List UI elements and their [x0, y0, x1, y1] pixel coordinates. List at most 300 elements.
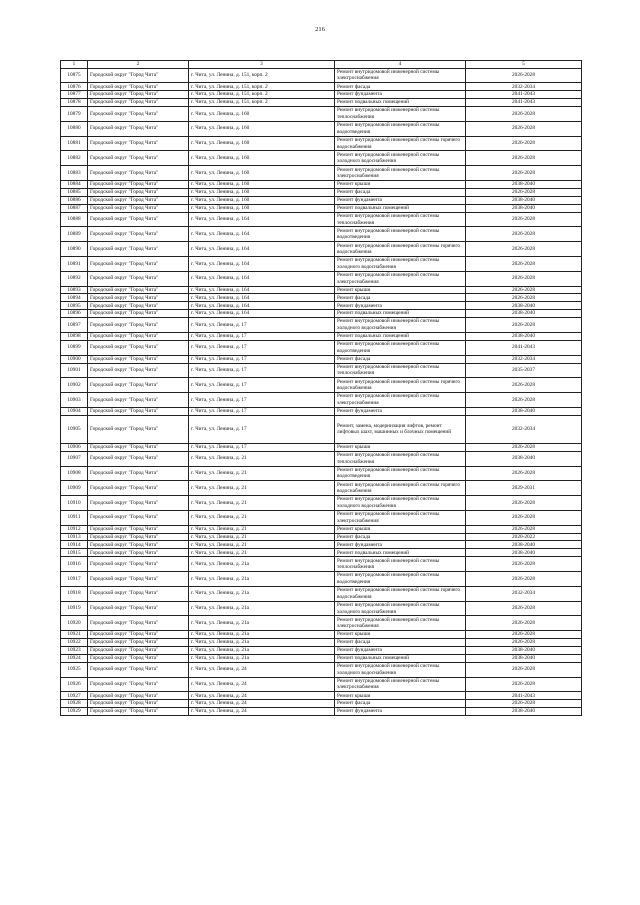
- work-type-cell: Ремонт внутридомовой инженерной системы теплоснабжения: [335, 451, 466, 466]
- period-cell: 2041-2043: [466, 91, 582, 99]
- municipality-cell: Городской округ "Город Чита": [88, 393, 189, 408]
- period-cell: 2032-2034: [466, 83, 582, 91]
- row-number-cell: 10902: [61, 378, 88, 393]
- table-row: [61, 107, 582, 122]
- period-cell: 2026-2028: [466, 227, 582, 242]
- table-row: [61, 393, 582, 408]
- municipality-cell: Городской округ "Город Чита": [88, 481, 189, 496]
- work-type-cell: Ремонт подвальных помещений: [335, 99, 466, 107]
- address-cell: г. Чита, ул. Ленина, д. 21: [189, 451, 335, 466]
- row-number-cell: 10917: [61, 572, 88, 587]
- municipality-cell: Городской округ "Город Чита": [88, 318, 189, 333]
- work-type-cell: Ремонт фасада: [335, 83, 466, 91]
- work-type-cell: Ремонт крыши: [335, 286, 466, 294]
- column-header: 5: [466, 61, 582, 69]
- address-cell: г. Чита, ул. Ленина, д. 21а: [189, 557, 335, 572]
- row-number-cell: 10900: [61, 355, 88, 363]
- municipality-cell: Городской округ "Город Чита": [88, 294, 189, 302]
- work-type-cell: Ремонт внутридомовой инженерной системы электроснабжения: [335, 510, 466, 525]
- period-cell: 2038-2040: [466, 451, 582, 466]
- municipality-cell: Городской округ "Город Чита": [88, 496, 189, 511]
- row-number-cell: 10888: [61, 212, 88, 227]
- work-type-cell: Ремонт внутридомовой инженерной системы водоотведения: [335, 466, 466, 481]
- table-row: [61, 257, 582, 272]
- work-type-cell: Ремонт фундамента: [335, 541, 466, 549]
- row-number-cell: 10922: [61, 639, 88, 647]
- municipality-cell: Городской округ "Город Чита": [88, 302, 189, 310]
- municipality-cell: Городской округ "Город Чита": [88, 271, 189, 286]
- period-cell: 2041-2043: [466, 340, 582, 355]
- row-number-cell: 10916: [61, 557, 88, 572]
- period-cell: 2038-2040: [466, 196, 582, 204]
- municipality-cell: Городской округ "Город Чита": [88, 91, 189, 99]
- address-cell: г. Чита, ул. Ленина, д. 21а: [189, 639, 335, 647]
- table-row: [61, 340, 582, 355]
- row-number-cell: 10875: [61, 68, 88, 83]
- table-row: [61, 415, 582, 443]
- row-number-cell: 10881: [61, 136, 88, 151]
- municipality-cell: Городской округ "Город Чита": [88, 355, 189, 363]
- municipality-cell: Городской округ "Город Чита": [88, 204, 189, 212]
- period-cell: 2026-2028: [466, 107, 582, 122]
- table-row: [61, 363, 582, 378]
- row-number-cell: 10903: [61, 393, 88, 408]
- period-cell: 2038-2040: [466, 181, 582, 189]
- address-cell: г. Чита, ул. Ленина, д. 24: [189, 662, 335, 677]
- period-cell: 2020-2022: [466, 533, 582, 541]
- municipality-cell: Городской округ "Город Чита": [88, 121, 189, 136]
- work-type-cell: Ремонт внутридомовой инженерной системы теплоснабжения: [335, 557, 466, 572]
- work-type-cell: Ремонт фасада: [335, 355, 466, 363]
- municipality-cell: Городской округ "Город Чита": [88, 332, 189, 340]
- work-type-cell: Ремонт подвальных помещений: [335, 332, 466, 340]
- address-cell: г. Чита, ул. Ленина, д. 21: [189, 481, 335, 496]
- municipality-cell: Городской округ "Город Чита": [88, 415, 189, 443]
- municipality-cell: Городской округ "Город Чита": [88, 227, 189, 242]
- period-cell: 2026-2028: [466, 286, 582, 294]
- address-cell: г. Чита, ул. Ленина, д. 17: [189, 318, 335, 333]
- row-number-cell: 10929: [61, 708, 88, 716]
- table-row: [61, 99, 582, 107]
- period-cell: 2038-2040: [466, 204, 582, 212]
- period-cell: 2026-2028: [466, 378, 582, 393]
- period-cell: 2032-2034: [466, 355, 582, 363]
- period-cell: 2035-2037: [466, 363, 582, 378]
- municipality-cell: Городской округ "Город Чита": [88, 616, 189, 631]
- table-row: [61, 601, 582, 616]
- address-cell: г. Чита, ул. Ленина, д. 21а: [189, 631, 335, 639]
- address-cell: г. Чита, ул. Ленина, д. 17: [189, 378, 335, 393]
- row-number-cell: 10896: [61, 310, 88, 318]
- work-type-cell: Ремонт фундамента: [335, 407, 466, 415]
- work-type-cell: Ремонт фундамента: [335, 302, 466, 310]
- address-cell: г. Чита, ул. Ленина, д. 160: [189, 196, 335, 204]
- period-cell: 2026-2028: [466, 151, 582, 166]
- row-number-cell: 10895: [61, 302, 88, 310]
- municipality-cell: Городской округ "Город Чита": [88, 525, 189, 533]
- period-cell: 2026-2028: [466, 212, 582, 227]
- work-type-cell: Ремонт фасада: [335, 188, 466, 196]
- row-number-cell: 10891: [61, 257, 88, 272]
- municipality-cell: Городской округ "Город Чита": [88, 68, 189, 83]
- row-number-cell: 10898: [61, 332, 88, 340]
- address-cell: г. Чита, ул. Ленина, д. 21а: [189, 616, 335, 631]
- row-number-cell: 10878: [61, 99, 88, 107]
- period-cell: 2026-2028: [466, 700, 582, 708]
- row-number-cell: 10925: [61, 662, 88, 677]
- table-row: [61, 549, 582, 557]
- table-row: [61, 212, 582, 227]
- work-type-cell: Ремонт фундамента: [335, 196, 466, 204]
- address-cell: г. Чита, ул. Ленина, д. 164: [189, 212, 335, 227]
- period-cell: 2026-2028: [466, 496, 582, 511]
- row-number-cell: 10913: [61, 533, 88, 541]
- period-cell: 2038-2040: [466, 310, 582, 318]
- table-row: [61, 407, 582, 415]
- address-cell: г. Чита, ул. Ленина, д. 164: [189, 310, 335, 318]
- municipality-cell: Городской округ "Город Чита": [88, 443, 189, 451]
- address-cell: г. Чита, ул. Ленина, д. 164: [189, 271, 335, 286]
- capital-repair-table: [60, 60, 582, 716]
- table-row: [61, 302, 582, 310]
- work-type-cell: Ремонт внутридомовой инженерной системы теплоснабжения: [335, 363, 466, 378]
- period-cell: 2026-2028: [466, 68, 582, 83]
- period-cell: 2026-2028: [466, 271, 582, 286]
- table-row: [61, 510, 582, 525]
- address-cell: г. Чита, ул. Ленина, д. 21а: [189, 654, 335, 662]
- address-cell: г. Чита, ул. Ленина, д. 160: [189, 181, 335, 189]
- municipality-cell: Городской округ "Город Чита": [88, 257, 189, 272]
- address-cell: г. Чита, ул. Ленина, д. 21: [189, 510, 335, 525]
- period-cell: 2026-2028: [466, 631, 582, 639]
- municipality-cell: Городской округ "Город Чита": [88, 363, 189, 378]
- period-cell: 2026-2028: [466, 166, 582, 181]
- table-row: [61, 525, 582, 533]
- table-header-row: [61, 61, 582, 69]
- municipality-cell: Городской округ "Город Чита": [88, 136, 189, 151]
- address-cell: г. Чита, ул. Ленина, д. 17: [189, 355, 335, 363]
- address-cell: г. Чита, ул. Ленина, д. 164: [189, 294, 335, 302]
- address-cell: г. Чита, ул. Ленина, д. 151, корп. 2: [189, 83, 335, 91]
- address-cell: г. Чита, ул. Ленина, д. 21: [189, 496, 335, 511]
- address-cell: г. Чита, ул. Ленина, д. 17: [189, 340, 335, 355]
- address-cell: г. Чита, ул. Ленина, д. 17: [189, 332, 335, 340]
- municipality-cell: Городской округ "Город Чита": [88, 83, 189, 91]
- work-type-cell: Ремонт внутридомовой инженерной системы электроснабжения: [335, 166, 466, 181]
- period-cell: 2026-2028: [466, 443, 582, 451]
- table-row: [61, 639, 582, 647]
- work-type-cell: Ремонт подвальных помещений: [335, 204, 466, 212]
- row-number-cell: 10912: [61, 525, 88, 533]
- period-cell: 2026-2028: [466, 525, 582, 533]
- period-cell: 2038-2040: [466, 708, 582, 716]
- column-header: 4: [335, 61, 466, 69]
- work-type-cell: Ремонт внутридомовой инженерной системы горячего водоснабжения: [335, 242, 466, 257]
- municipality-cell: Городской округ "Город Чита": [88, 662, 189, 677]
- period-cell: 2041-2043: [466, 692, 582, 700]
- work-type-cell: Ремонт внутридомовой инженерной системы горячего водоснабжения: [335, 481, 466, 496]
- period-cell: 2038-2040: [466, 407, 582, 415]
- period-cell: 2026-2028: [466, 121, 582, 136]
- address-cell: г. Чита, ул. Ленина, д. 164: [189, 242, 335, 257]
- work-type-cell: Ремонт фасада: [335, 639, 466, 647]
- period-cell: 2038-2040: [466, 654, 582, 662]
- work-type-cell: Ремонт, замена, модернизация лифтов, ремонт лифтовых шахт, машинных и блочных помещений: [335, 415, 466, 443]
- address-cell: г. Чита, ул. Ленина, д. 151, корп. 2: [189, 68, 335, 83]
- page-number: 216: [315, 26, 325, 33]
- work-type-cell: Ремонт внутридомовой инженерной системы теплоснабжения: [335, 212, 466, 227]
- address-cell: г. Чита, ул. Ленина, д. 160: [189, 107, 335, 122]
- work-type-cell: Ремонт крыши: [335, 631, 466, 639]
- table-row: [61, 227, 582, 242]
- municipality-cell: Городской округ "Город Чита": [88, 631, 189, 639]
- period-cell: 2038-2040: [466, 302, 582, 310]
- row-number-cell: 10887: [61, 204, 88, 212]
- row-number-cell: 10876: [61, 83, 88, 91]
- row-number-cell: 10879: [61, 107, 88, 122]
- work-type-cell: Ремонт внутридомовой инженерной системы горячего водоснабжения: [335, 378, 466, 393]
- table-row: [61, 196, 582, 204]
- address-cell: г. Чита, ул. Ленина, д. 24: [189, 708, 335, 716]
- period-cell: 2026-2028: [466, 188, 582, 196]
- work-type-cell: Ремонт фасада: [335, 700, 466, 708]
- address-cell: г. Чита, ул. Ленина, д. 21: [189, 541, 335, 549]
- period-cell: 2026-2028: [466, 601, 582, 616]
- row-number-cell: 10906: [61, 443, 88, 451]
- row-number-cell: 10907: [61, 451, 88, 466]
- column-header: 1: [61, 61, 88, 69]
- period-cell: 2032-2034: [466, 586, 582, 601]
- table-row: [61, 692, 582, 700]
- address-cell: г. Чита, ул. Ленина, д. 21: [189, 466, 335, 481]
- table-row: [61, 557, 582, 572]
- municipality-cell: Городской округ "Город Чита": [88, 107, 189, 122]
- municipality-cell: Городской округ "Город Чита": [88, 700, 189, 708]
- table-row: [61, 294, 582, 302]
- table-row: [61, 136, 582, 151]
- address-cell: г. Чита, ул. Ленина, д. 151, корп. 2: [189, 99, 335, 107]
- period-cell: 2026-2028: [466, 318, 582, 333]
- row-number-cell: 10894: [61, 294, 88, 302]
- address-cell: г. Чита, ул. Ленина, д. 164: [189, 286, 335, 294]
- municipality-cell: Городской округ "Город Чита": [88, 572, 189, 587]
- row-number-cell: 10889: [61, 227, 88, 242]
- period-cell: 2026-2028: [466, 136, 582, 151]
- period-cell: 2026-2028: [466, 257, 582, 272]
- municipality-cell: Городской округ "Город Чита": [88, 181, 189, 189]
- address-cell: г. Чита, ул. Ленина, д. 21: [189, 533, 335, 541]
- column-header: 2: [88, 61, 189, 69]
- work-type-cell: Ремонт подвальных помещений: [335, 549, 466, 557]
- address-cell: г. Чита, ул. Ленина, д. 164: [189, 257, 335, 272]
- municipality-cell: Городской округ "Город Чита": [88, 196, 189, 204]
- municipality-cell: Городской округ "Город Чита": [88, 541, 189, 549]
- period-cell: 2026-2028: [466, 466, 582, 481]
- table-row: [61, 496, 582, 511]
- row-number-cell: 10910: [61, 496, 88, 511]
- row-number-cell: 10927: [61, 692, 88, 700]
- work-type-cell: Ремонт внутридомовой инженерной системы водоотведения: [335, 227, 466, 242]
- municipality-cell: Городской округ "Город Чита": [88, 586, 189, 601]
- row-number-cell: 10893: [61, 286, 88, 294]
- work-type-cell: Ремонт внутридомовой инженерной системы горячего водоснабжения: [335, 136, 466, 151]
- period-cell: 2026-2028: [466, 639, 582, 647]
- table-row: [61, 286, 582, 294]
- work-type-cell: Ремонт крыши: [335, 692, 466, 700]
- work-type-cell: Ремонт внутридомовой инженерной системы электроснабжения: [335, 68, 466, 83]
- work-type-cell: Ремонт внутридомовой инженерной системы водоотведения: [335, 121, 466, 136]
- municipality-cell: Городской округ "Город Чита": [88, 647, 189, 655]
- address-cell: г. Чита, ул. Ленина, д. 17: [189, 407, 335, 415]
- work-type-cell: Ремонт внутридомовой инженерной системы электроснабжения: [335, 616, 466, 631]
- table-row: [61, 188, 582, 196]
- row-number-cell: 10914: [61, 541, 88, 549]
- address-cell: г. Чита, ул. Ленина, д. 21а: [189, 586, 335, 601]
- municipality-cell: Городской округ "Город Чита": [88, 378, 189, 393]
- table-row: [61, 700, 582, 708]
- table-row: [61, 83, 582, 91]
- work-type-cell: Ремонт внутридомовой инженерной системы горячего водоснабжения: [335, 586, 466, 601]
- period-cell: 2038-2040: [466, 332, 582, 340]
- address-cell: г. Чита, ул. Ленина, д. 24: [189, 692, 335, 700]
- municipality-cell: Городской округ "Город Чита": [88, 340, 189, 355]
- address-cell: г. Чита, ул. Ленина, д. 17: [189, 415, 335, 443]
- work-type-cell: Ремонт крыши: [335, 181, 466, 189]
- row-number-cell: 10919: [61, 601, 88, 616]
- work-type-cell: Ремонт внутридомовой инженерной системы водоотведения: [335, 572, 466, 587]
- work-type-cell: Ремонт подвальных помещений: [335, 654, 466, 662]
- address-cell: г. Чита, ул. Ленина, д. 24: [189, 677, 335, 692]
- row-number-cell: 10908: [61, 466, 88, 481]
- table-row: [61, 318, 582, 333]
- table-row: [61, 378, 582, 393]
- address-cell: г. Чита, ул. Ленина, д. 21а: [189, 601, 335, 616]
- work-type-cell: Ремонт внутридомовой инженерной системы холодного водоснабжения: [335, 318, 466, 333]
- period-cell: 2026-2028: [466, 616, 582, 631]
- table-row: [61, 443, 582, 451]
- table-row: [61, 355, 582, 363]
- table-row: [61, 310, 582, 318]
- row-number-cell: 10905: [61, 415, 88, 443]
- address-cell: г. Чита, ул. Ленина, д. 21а: [189, 647, 335, 655]
- period-cell: 2026-2028: [466, 242, 582, 257]
- address-cell: г. Чита, ул. Ленина, д. 24: [189, 700, 335, 708]
- work-type-cell: Ремонт подвальных помещений: [335, 310, 466, 318]
- address-cell: г. Чита, ул. Ленина, д. 21: [189, 525, 335, 533]
- municipality-cell: Городской округ "Город Чита": [88, 286, 189, 294]
- work-type-cell: Ремонт внутридомовой инженерной системы холодного водоснабжения: [335, 662, 466, 677]
- address-cell: г. Чита, ул. Ленина, д. 151, корп. 2: [189, 91, 335, 99]
- work-type-cell: Ремонт фасада: [335, 294, 466, 302]
- table-row: [61, 451, 582, 466]
- table-row: [61, 151, 582, 166]
- row-number-cell: 10897: [61, 318, 88, 333]
- row-number-cell: 10877: [61, 91, 88, 99]
- work-type-cell: Ремонт крыши: [335, 443, 466, 451]
- table-row: [61, 586, 582, 601]
- period-cell: 2041-2043: [466, 99, 582, 107]
- address-cell: г. Чита, ул. Ленина, д. 160: [189, 204, 335, 212]
- column-header: 3: [189, 61, 335, 69]
- municipality-cell: Городской округ "Город Чита": [88, 166, 189, 181]
- municipality-cell: Городской округ "Город Чита": [88, 151, 189, 166]
- address-cell: г. Чита, ул. Ленина, д. 17: [189, 393, 335, 408]
- address-cell: г. Чита, ул. Ленина, д. 160: [189, 166, 335, 181]
- row-number-cell: 10915: [61, 549, 88, 557]
- period-cell: 2026-2028: [466, 662, 582, 677]
- municipality-cell: Городской округ "Город Чита": [88, 601, 189, 616]
- address-cell: г. Чита, ул. Ленина, д. 160: [189, 151, 335, 166]
- row-number-cell: 10901: [61, 363, 88, 378]
- address-cell: г. Чита, ул. Ленина, д. 160: [189, 136, 335, 151]
- row-number-cell: 10926: [61, 677, 88, 692]
- table-row: [61, 121, 582, 136]
- municipality-cell: Городской округ "Город Чита": [88, 242, 189, 257]
- row-number-cell: 10892: [61, 271, 88, 286]
- address-cell: г. Чита, ул. Ленина, д. 164: [189, 302, 335, 310]
- period-cell: 2026-2028: [466, 294, 582, 302]
- work-type-cell: Ремонт внутридомовой инженерной системы электроснабжения: [335, 271, 466, 286]
- row-number-cell: 10884: [61, 181, 88, 189]
- row-number-cell: 10923: [61, 647, 88, 655]
- table-row: [61, 662, 582, 677]
- period-cell: 2026-2028: [466, 677, 582, 692]
- row-number-cell: 10911: [61, 510, 88, 525]
- work-type-cell: Ремонт внутридомовой инженерной системы холодного водоснабжения: [335, 257, 466, 272]
- address-cell: г. Чита, ул. Ленина, д. 17: [189, 443, 335, 451]
- address-cell: г. Чита, ул. Ленина, д. 21: [189, 549, 335, 557]
- row-number-cell: 10920: [61, 616, 88, 631]
- row-number-cell: 10883: [61, 166, 88, 181]
- row-number-cell: 10909: [61, 481, 88, 496]
- table-row: [61, 654, 582, 662]
- municipality-cell: Городской округ "Город Чита": [88, 212, 189, 227]
- municipality-cell: Городской округ "Город Чита": [88, 99, 189, 107]
- row-number-cell: 10921: [61, 631, 88, 639]
- municipality-cell: Городской округ "Город Чита": [88, 677, 189, 692]
- municipality-cell: Городской округ "Город Чита": [88, 549, 189, 557]
- row-number-cell: 10885: [61, 188, 88, 196]
- period-cell: 2026-2028: [466, 557, 582, 572]
- row-number-cell: 10899: [61, 340, 88, 355]
- period-cell: 2026-2028: [466, 510, 582, 525]
- work-type-cell: Ремонт фундамента: [335, 91, 466, 99]
- row-number-cell: 10880: [61, 121, 88, 136]
- period-cell: 2038-2040: [466, 647, 582, 655]
- table-row: [61, 616, 582, 631]
- table-row: [61, 533, 582, 541]
- municipality-cell: Городской округ "Город Чита": [88, 708, 189, 716]
- work-type-cell: Ремонт внутридомовой инженерной системы холодного водоснабжения: [335, 601, 466, 616]
- period-cell: 2026-2028: [466, 393, 582, 408]
- table-row: [61, 166, 582, 181]
- table-row: [61, 541, 582, 549]
- address-cell: г. Чита, ул. Ленина, д. 160: [189, 188, 335, 196]
- municipality-cell: Городской округ "Город Чита": [88, 466, 189, 481]
- work-type-cell: Ремонт внутридомовой инженерной системы электроснабжения: [335, 393, 466, 408]
- table-row: [61, 677, 582, 692]
- row-number-cell: 10904: [61, 407, 88, 415]
- municipality-cell: Городской округ "Город Чита": [88, 451, 189, 466]
- municipality-cell: Городской округ "Город Чита": [88, 654, 189, 662]
- period-cell: 2038-2040: [466, 549, 582, 557]
- table-row: [61, 631, 582, 639]
- row-number-cell: 10890: [61, 242, 88, 257]
- municipality-cell: Городской округ "Город Чита": [88, 533, 189, 541]
- period-cell: 2029-2031: [466, 481, 582, 496]
- table-row: [61, 271, 582, 286]
- row-number-cell: 10918: [61, 586, 88, 601]
